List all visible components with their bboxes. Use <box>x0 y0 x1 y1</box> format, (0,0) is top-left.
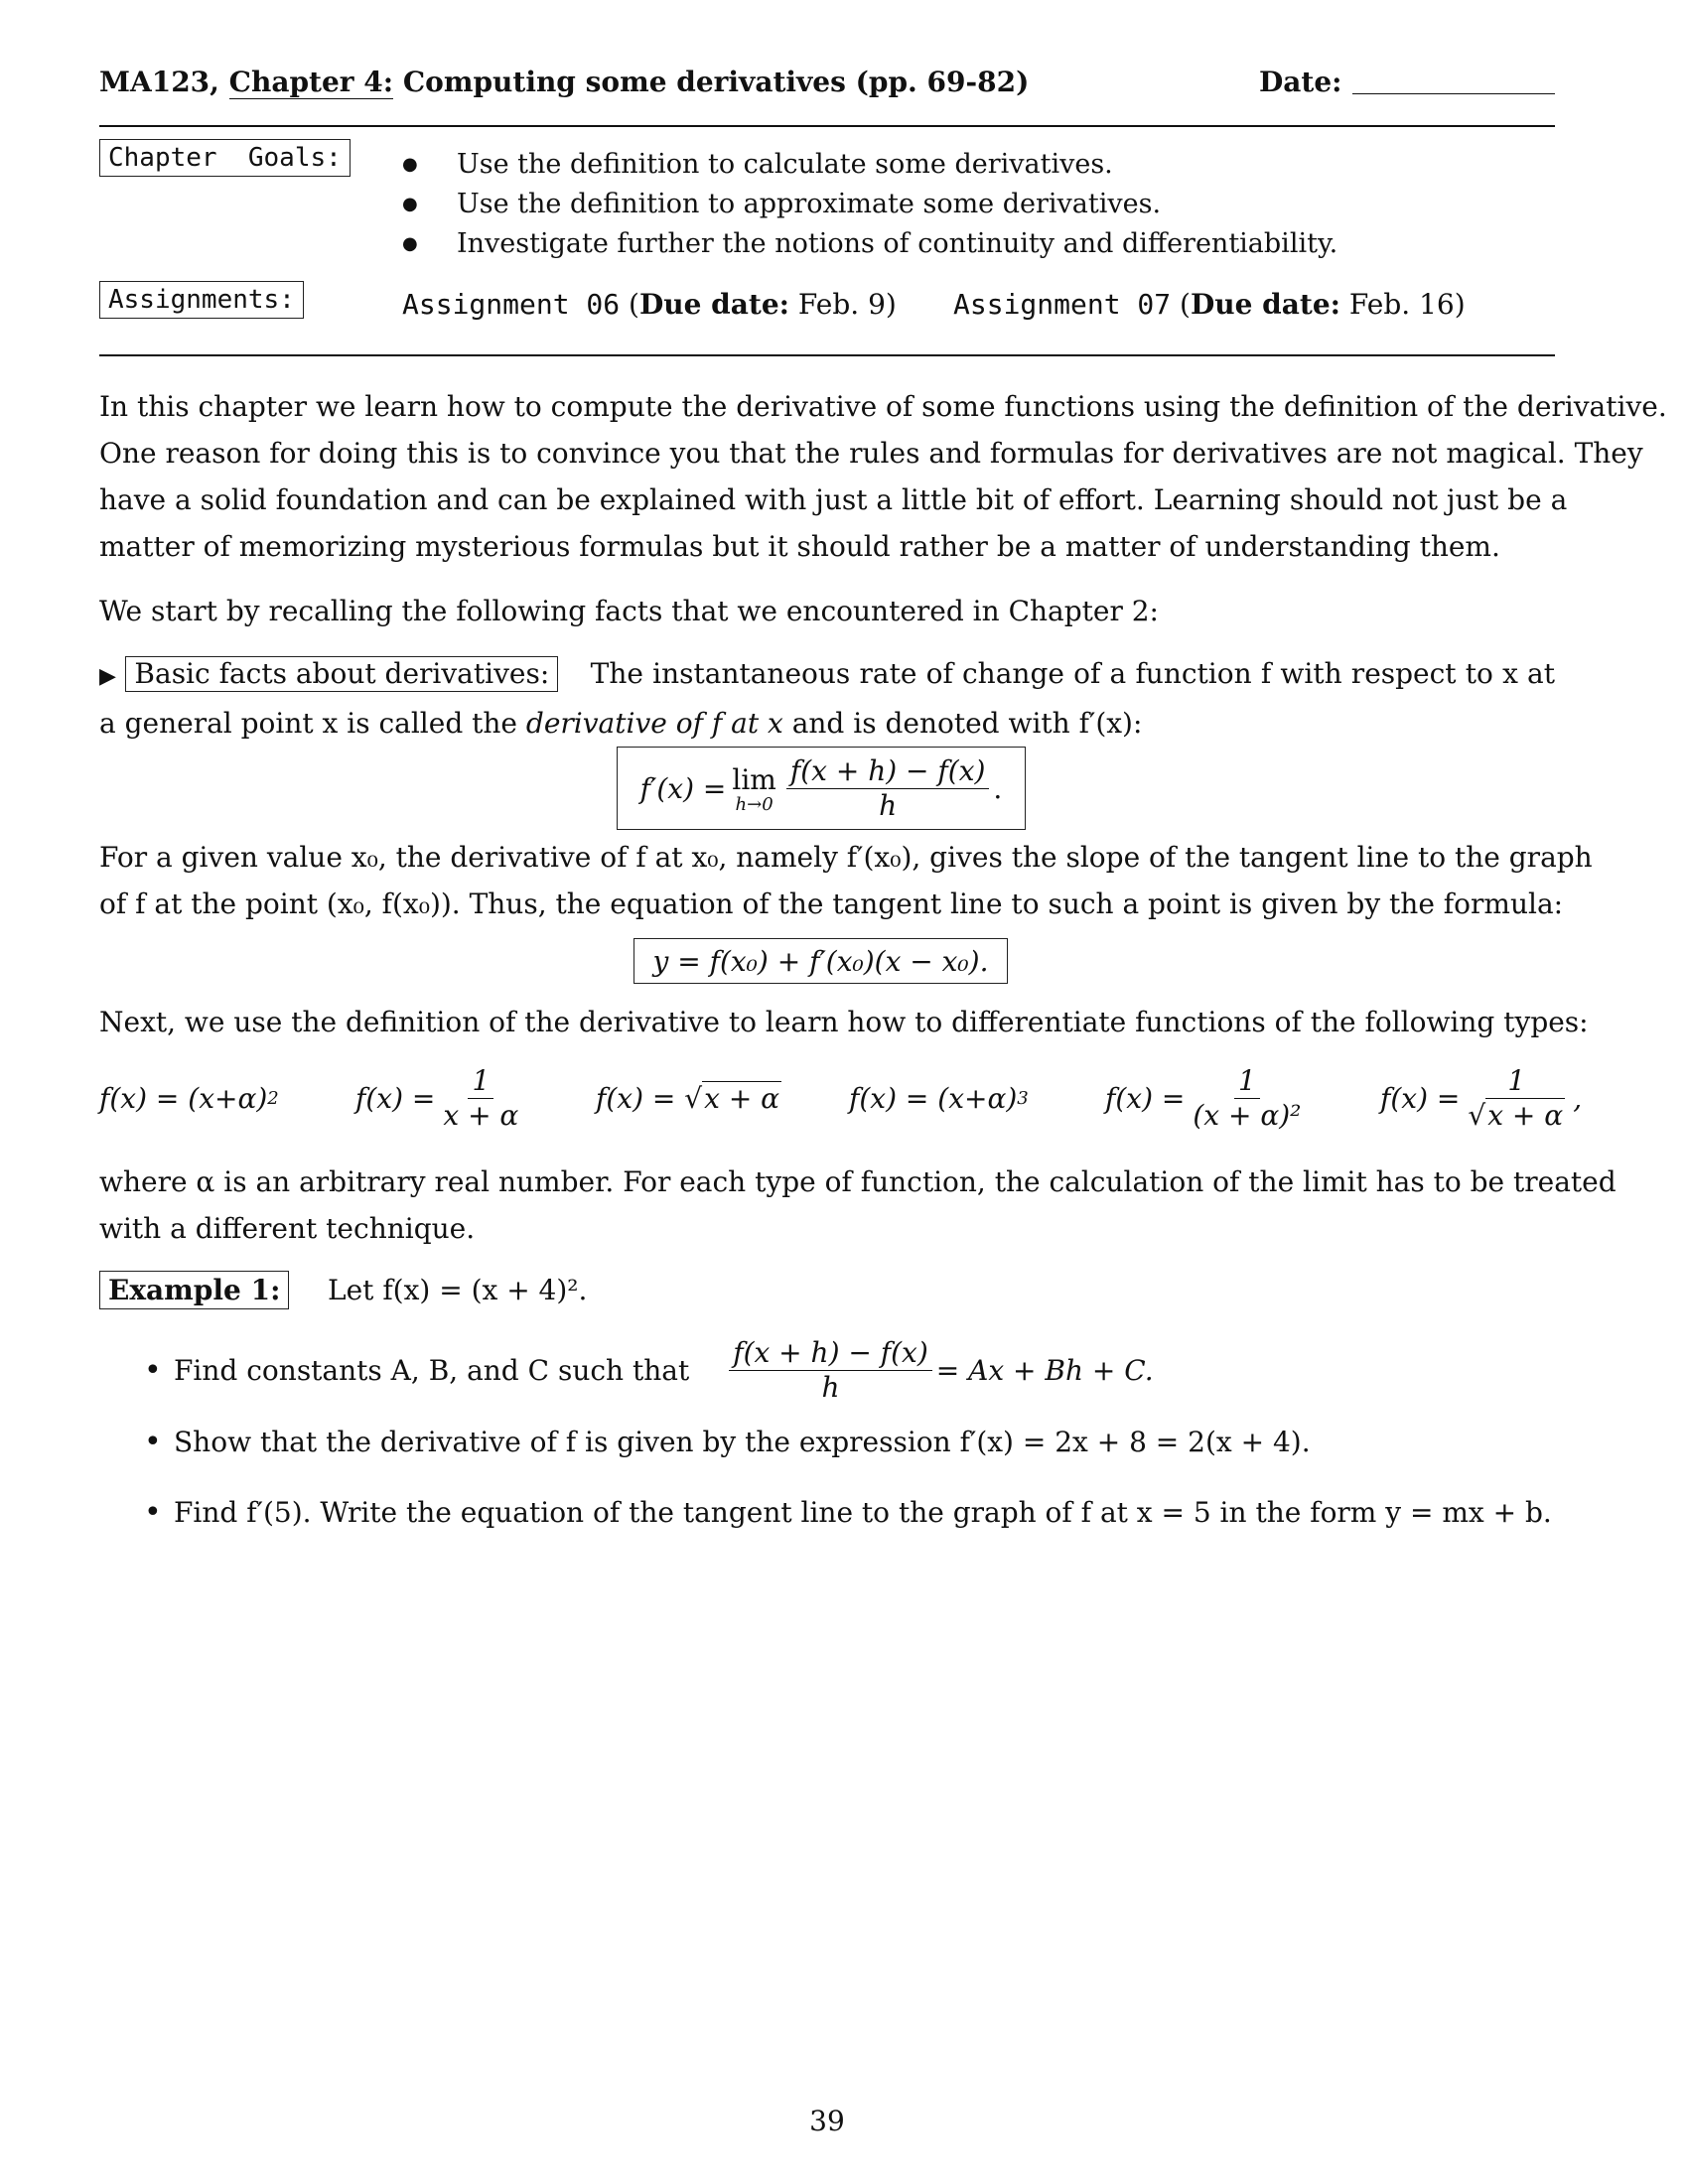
due-date: Feb. 9 <box>797 288 886 321</box>
function-types-row <box>99 1058 1599 1138</box>
function-type: f(x) = (x+α) 3 <box>849 1081 1029 1115</box>
triangle-bullet-icon: ▶ <box>99 664 117 689</box>
intro-line: have a solid foundation and can be explained with just a little bit of effort. Learning should not just be a <box>99 483 1568 516</box>
task-item: • Show that the derivative of f is given by the expression f′(x) = 2x + 8 = 2(x + 4). <box>144 1422 1311 1461</box>
goals-list <box>402 145 1337 264</box>
intro-line: matter of memorizing mysterious formulas but it should rather be a matter of understanding them. <box>99 530 1500 563</box>
basic-facts-label: Basic facts about derivatives: <box>125 656 558 692</box>
assignment-name: Assignment 07 <box>953 288 1172 321</box>
goal-item: ● Use the definition to calculate some derivatives. <box>402 145 1337 185</box>
assignment-name: Assignment 06 <box>402 288 621 321</box>
function-type: f(x) = $\frac{1}{\text{(x + α)²}}$ <box>1105 1063 1302 1132</box>
course-code: MA123, <box>99 66 219 98</box>
assignment-06[interactable]: Assignment 06 (Due date: Feb. 9) <box>402 288 897 321</box>
tangent-line-formula: y = f(x₀) + f′(x₀)(x − x₀). <box>633 938 1008 984</box>
page-header <box>99 66 1555 105</box>
basic-facts-text: The instantaneous rate of change of a function f with respect to x at <box>590 657 1555 690</box>
date-blank-line <box>1352 93 1555 94</box>
due-label: Due date: <box>638 288 789 321</box>
slope-paragraph: For a given value x₀, the derivative of f at x₀, namely f′(x₀), gives the slope of the tangent line to the graph of f at the point (x₀, f(x₀)). Thus, the equation of the tangent line to such a point is given by the formula: <box>99 841 1593 920</box>
header-title <box>99 66 1029 98</box>
chapter-goals-label: Chapter Goals: <box>99 139 351 177</box>
due-label: Due date: <box>1190 288 1340 321</box>
assignments-label: Assignments: <box>99 281 304 319</box>
section-rule <box>99 354 1555 356</box>
date-label: Date: <box>1259 66 1342 98</box>
function-type: f(x) = $\frac{1}{√x + \alpha}$ , <box>1380 1063 1583 1132</box>
due-date: Feb. 16 <box>1348 288 1455 321</box>
chapter-title: Computing some derivatives (pp. 69-82) <box>402 66 1030 98</box>
derivative-term: derivative of f at x <box>525 707 783 740</box>
goal-item: ● Use the definition to approximate some derivatives. <box>402 185 1337 224</box>
types-intro: Next, we use the definition of the derivative to learn how to differentiate functions of the following types: <box>99 1006 1589 1038</box>
intro-line: One reason for doing this is to convince you that the rules and formulas for derivatives are not magical. They <box>99 437 1643 470</box>
task-item: • Find constants A, B, and C such that $\frac{f(x + h) - f(x)}{h}$ = Ax + Bh + C. <box>144 1330 1154 1410</box>
example-label: Example 1: <box>99 1271 289 1309</box>
function-type: f(x) = √ x + α <box>596 1081 780 1115</box>
derivative-definition-formula: f′(x) = lim h→0 $\frac{f(x + h) - f(x)}{h}$ . <box>617 747 1026 830</box>
example-intro: Let f(x) = (x + 4)². <box>328 1274 588 1306</box>
function-type: f(x) = $\frac{1}{x + \alpha}$ <box>355 1063 519 1132</box>
task-item: • Find f′(5). Write the equation of the tangent line to the graph of f at x = 5 in the form y = mx + b. <box>144 1492 1552 1532</box>
limit-operator: lim h→0 <box>732 762 776 815</box>
assignment-07[interactable]: Assignment 07 (Due date: Feb. 16) <box>953 288 1466 321</box>
basic-facts-paragraph: ▶ Basic facts about derivatives: The instantaneous rate of change of a function f with respect to x at a general point x is called the derivative of f at x and is denoted with f′(x): <box>99 657 1555 740</box>
page-number: 39 <box>809 2105 845 2137</box>
recall-paragraph: We start by recalling the following facts that we encountered in Chapter 2: <box>99 595 1159 627</box>
chapter-link[interactable]: Chapter 4: <box>228 66 394 98</box>
difference-quotient: $\frac{f(x + h) - f(x)}{h}$ <box>786 754 990 823</box>
intro-line: In this chapter we learn how to compute the derivative of some functions using the definition of the derivative. <box>99 390 1667 423</box>
intro-paragraph <box>99 383 1667 570</box>
function-type: f(x) = (x+α) 2 <box>99 1081 279 1115</box>
document-page <box>99 0 1667 2184</box>
where-paragraph: where α is an arbitrary real number. For each type of function, the calculation of the limit has to be treated with a different technique. <box>99 1165 1617 1245</box>
goal-item: ● Investigate further the notions of continuity and differentiability. <box>402 224 1337 264</box>
header-rule <box>99 125 1555 127</box>
